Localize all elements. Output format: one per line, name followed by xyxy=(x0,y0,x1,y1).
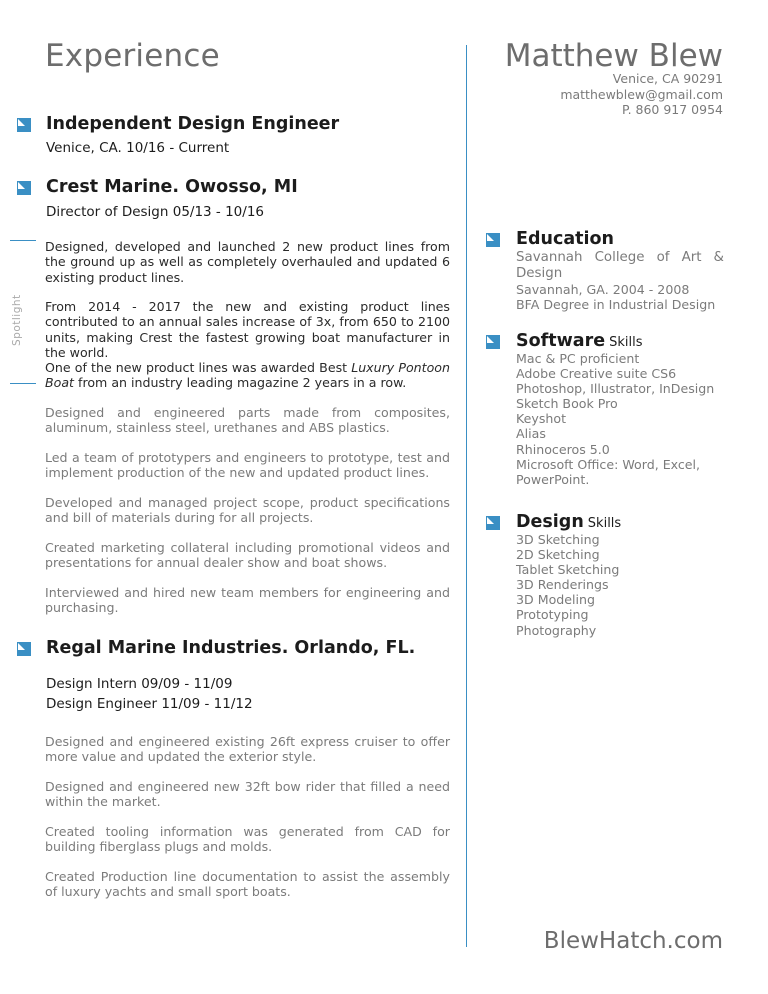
spotlight-award xyxy=(45,360,450,391)
section-bullet-icon xyxy=(17,181,31,195)
skill-item: Rhinoceros 5.0 xyxy=(516,441,610,457)
section-bullet-icon xyxy=(486,335,500,349)
skill-item: Sketch Book Pro xyxy=(516,396,618,412)
job-title-regal: Regal Marine Industries. Orlando, FL. xyxy=(46,638,416,658)
experience-heading: Experience xyxy=(45,38,220,74)
column-divider xyxy=(466,45,467,947)
email[interactable]: matthewblew@gmail.com xyxy=(560,86,723,102)
skill-item: 2D Sketching xyxy=(516,547,600,563)
award-emphasis: Luxury Pontoon Boat xyxy=(45,360,450,391)
spotlight-divider-bottom xyxy=(10,383,36,384)
software-subtitle: Skills xyxy=(609,335,643,350)
phone: P. 860 917 0954 xyxy=(621,102,723,117)
design-heading xyxy=(516,512,621,532)
skill-item: Adobe Creative suite CS6 xyxy=(516,366,677,382)
skill-item: 3D Sketching xyxy=(516,532,600,547)
job-role: Venice, CA. 10/16 - Current xyxy=(46,140,230,156)
design-title: Design xyxy=(516,512,584,532)
detail-paragraph: Created marketing collateral including promotional videos and presentations for annual dealer show and boat shows. xyxy=(45,540,450,571)
job-role: Design Engineer 11/09 - 11/12 xyxy=(46,696,253,712)
job-role: Director of Design 05/13 - 10/16 xyxy=(46,204,264,220)
software-title: Software xyxy=(516,331,606,351)
section-bullet-icon xyxy=(486,233,500,247)
spotlight-divider-top xyxy=(10,240,36,241)
spotlight-paragraph: From 2014 - 2017 the new and existing product lines contributed to an annual sales increase of 3x, from 650 to 2100 units, making Crest the fastest growing boat manufacturer in the world. xyxy=(45,299,450,360)
skill-item: Prototyping xyxy=(516,607,589,623)
detail-paragraph: Designed and engineered new 32ft bow rider that filled a need within the market. xyxy=(45,779,450,810)
section-bullet-icon xyxy=(17,642,31,656)
skill-item: Mac & PC proficient xyxy=(516,351,640,366)
detail-paragraph: Led a team of prototypers and engineers to prototype, test and implement production of the new and updated product lines. xyxy=(45,450,450,481)
skill-item: Photography xyxy=(516,622,597,638)
detail-paragraph: Created tooling information was generated from CAD for building fiberglass plugs and molds. xyxy=(45,824,450,855)
section-bullet-icon xyxy=(486,516,500,530)
detail-paragraph: Designed and engineered existing 26ft express cruiser to offer more value and updated the exterior style. xyxy=(45,734,450,765)
school-name: Savannah College of Art & Design xyxy=(516,250,724,281)
award-text: One of the new product lines was awarded Best xyxy=(45,360,352,375)
detail-paragraph: Designed and engineered parts made from composites, aluminum, stainless steel, urethanes and ABS plastics. xyxy=(45,405,450,436)
detail-paragraph: Created Production line documentation to assist the assembly of luxury yachts and small sport boats. xyxy=(45,869,450,900)
skill-item: PowerPoint. xyxy=(516,471,590,487)
design-skill-list xyxy=(516,532,724,638)
software-heading xyxy=(516,331,642,351)
spotlight-paragraph: Designed, developed and launched 2 new product lines from the ground up as well as completely overhauled and updated 6 existing product lines. xyxy=(45,239,450,285)
skill-item: Microsoft Office: Word, Excel, xyxy=(516,456,701,472)
education-block xyxy=(516,250,724,312)
job-title-crest: Crest Marine. Owosso, MI xyxy=(46,177,298,197)
location: Venice, CA 90291 xyxy=(612,71,723,86)
award-text: from an industry leading magazine 2 years in a row. xyxy=(74,375,407,391)
skill-item: Keyshot xyxy=(516,411,567,427)
skill-item: Tablet Sketching xyxy=(516,562,620,578)
job-title-independent: Independent Design Engineer xyxy=(46,114,340,134)
skill-item: 3D Renderings xyxy=(516,577,609,593)
skill-item: 3D Modeling xyxy=(516,592,595,608)
website-link[interactable]: BlewHatch.com xyxy=(543,928,723,954)
skill-item: Alias xyxy=(516,426,546,442)
detail-paragraph: Interviewed and hired new team members for engineering and purchasing. xyxy=(45,585,450,616)
section-bullet-icon xyxy=(17,118,31,132)
job-role: Design Intern 09/09 - 11/09 xyxy=(46,676,233,692)
degree: BFA Degree in Industrial Design xyxy=(516,297,716,313)
school-place-dates: Savannah, GA. 2004 - 2008 xyxy=(516,282,690,297)
skill-item: Photoshop, Illustrator, InDesign xyxy=(516,381,715,397)
detail-paragraph: Developed and managed project scope, product specifications and bill of materials during for all projects. xyxy=(45,495,450,526)
spotlight-label: Spotlight xyxy=(11,294,23,346)
candidate-name: Matthew Blew xyxy=(504,38,723,74)
software-skill-list xyxy=(516,351,724,487)
contact-block xyxy=(560,71,723,118)
design-subtitle: Skills xyxy=(587,516,622,531)
education-heading: Education xyxy=(516,229,614,249)
